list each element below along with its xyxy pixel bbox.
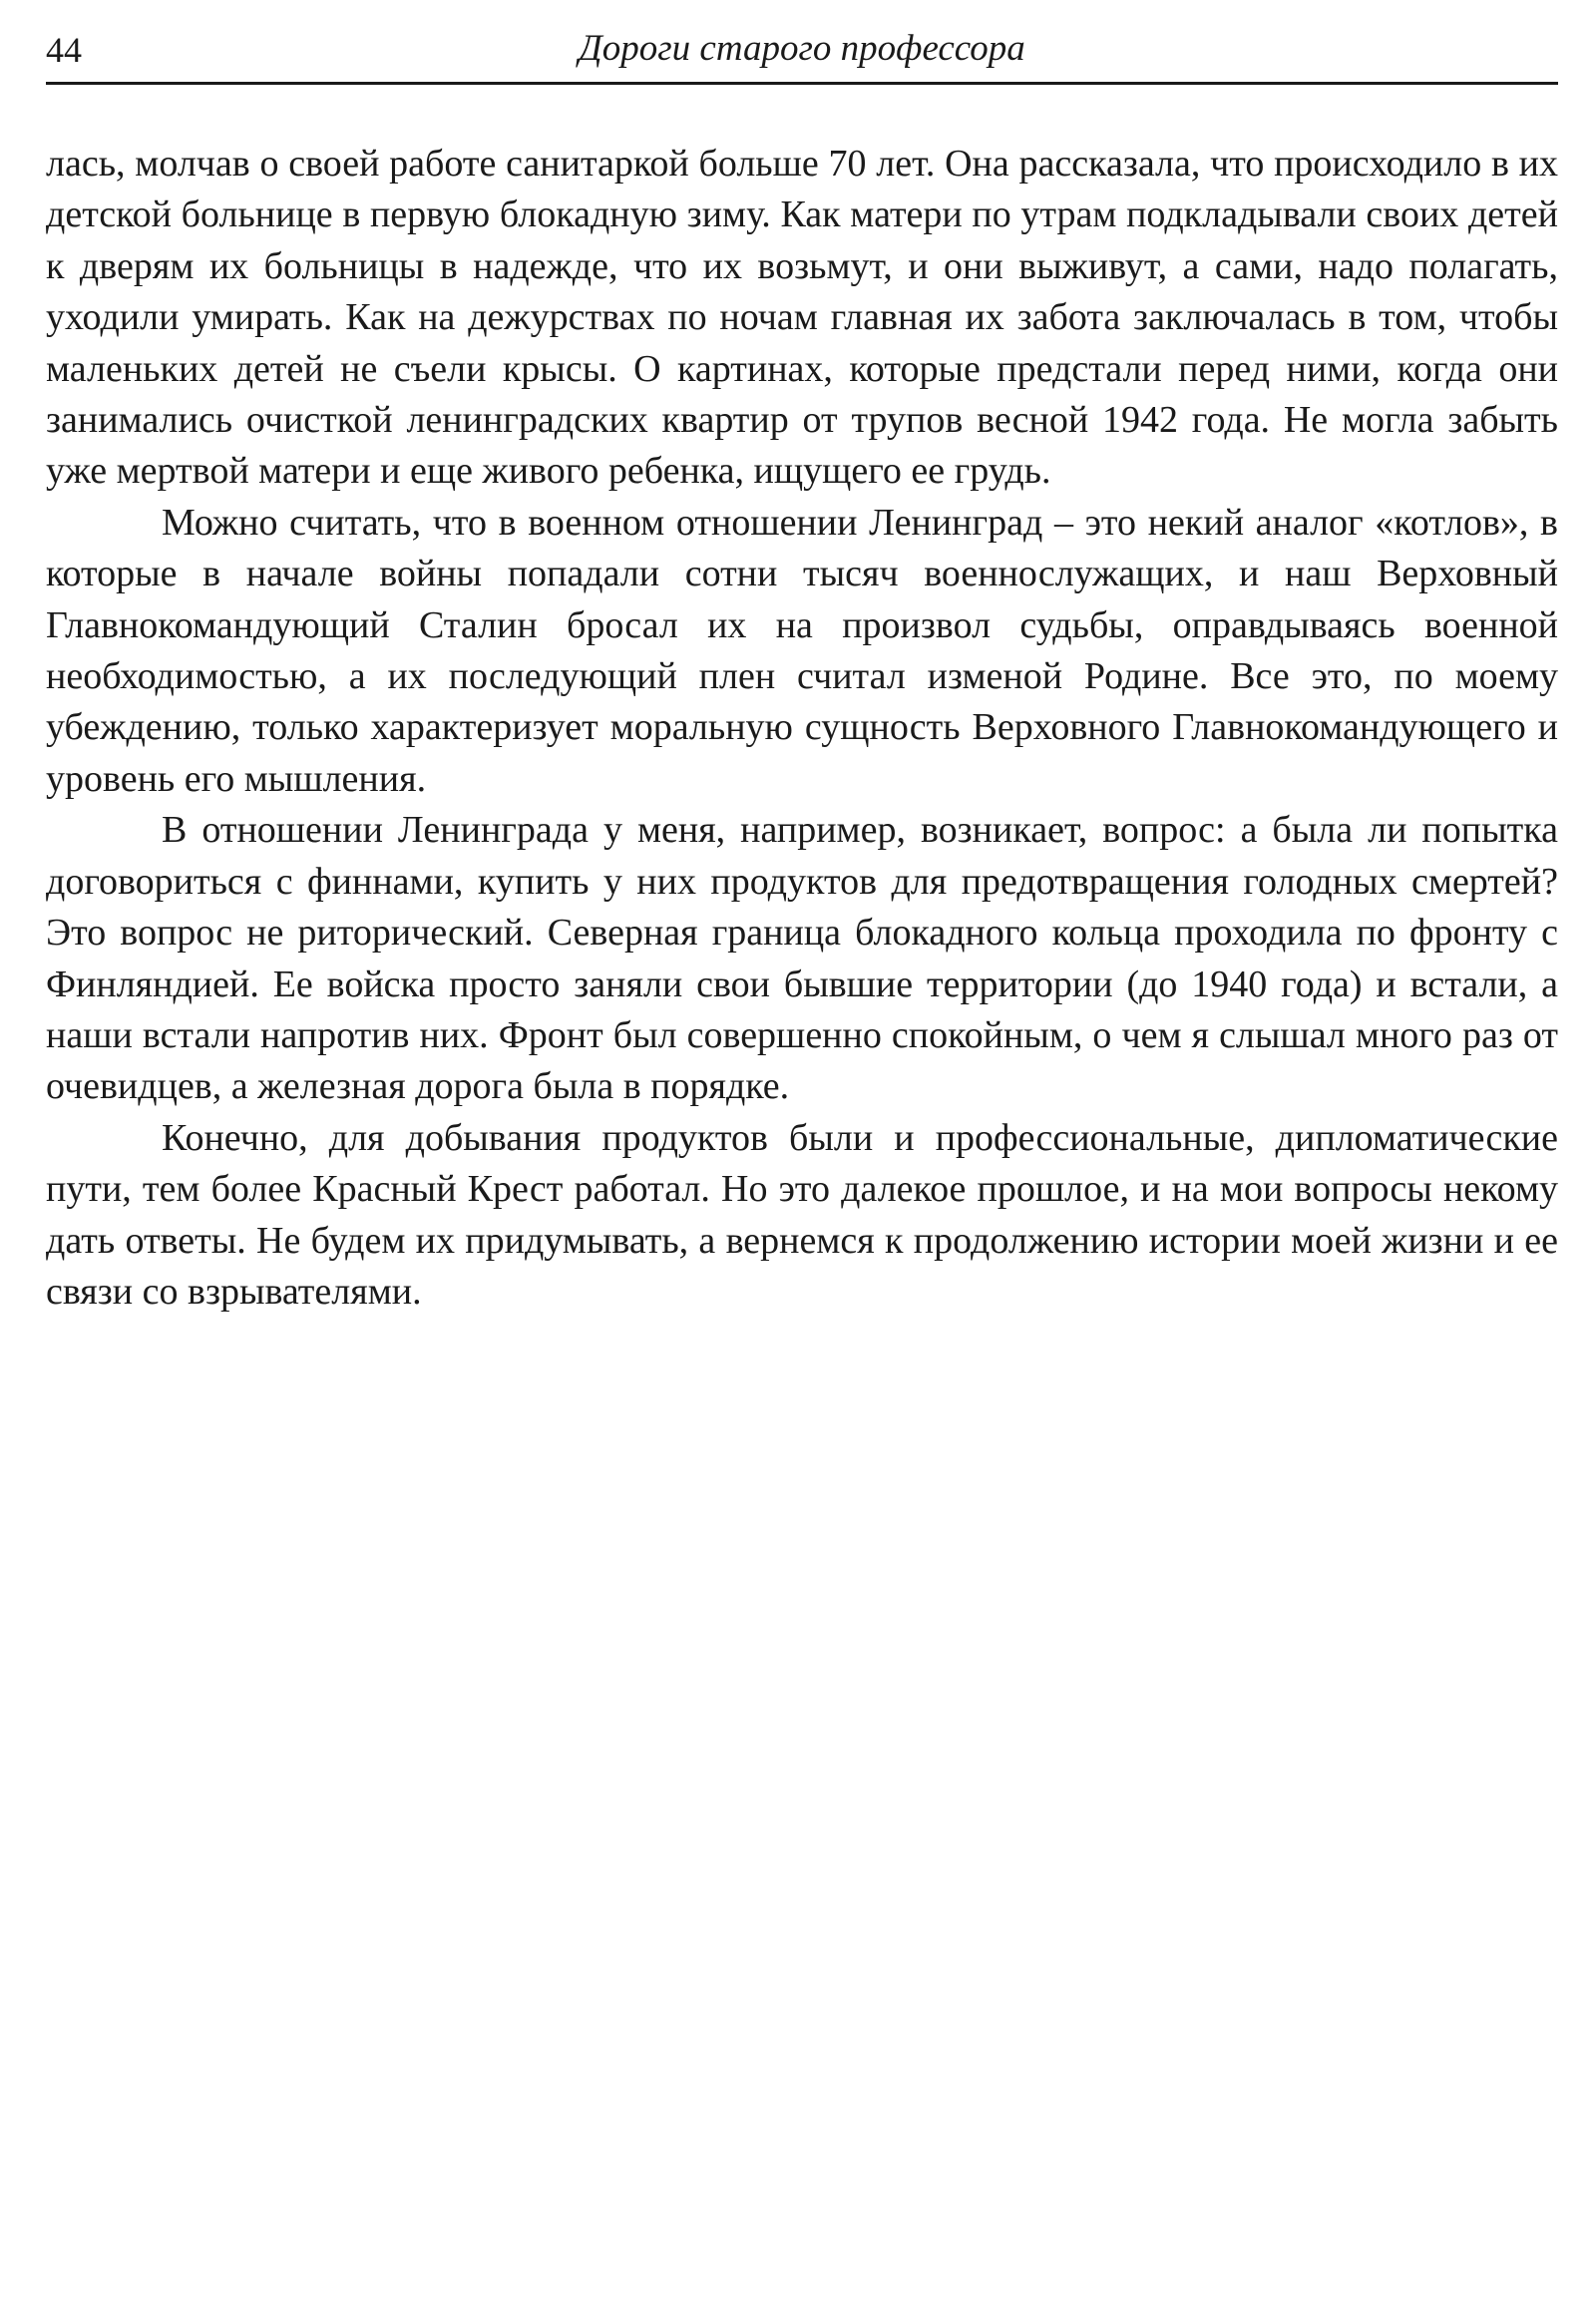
book-page <box>46 0 1558 1318</box>
paragraph-3: В отношении Ленинграда у меня, например, возникает, вопрос: а была ли попытка договориться с финнами, купить у них продуктов для предотвращения голодных смертей? Это вопрос не риторический. Северная граница блокадного кольца проходила по фронту с Финляндией. Ее войска просто заняли свои бывшие территории (до 1940 года) и встали, а наши встали напротив них. Фронт был совершенно спокойным, о чем я слышал много раз от очевидцев, а железная дорога была в порядке. <box>46 809 1558 1108</box>
running-header <box>46 0 1558 85</box>
paragraph-1: лась, молчав о своей работе санитаркой больше 70 лет. Она рассказала, что происходило в их детской больнице в первую блокадную зиму. Как матери по утрам подкладывали своих детей к дверям их больницы в надежде, что их возьмут, и они выживут, а сами, надо полагать, уходили умирать. Как на дежурствах по ночам главная их забота заключалась в том, чтобы маленьких детей не съели крысы. О картинах, которые предстали перед ними, когда они занимались очисткой ленинградских квартир от трупов весной 1942 года. Не могла забыть уже мертвой матери и еще живого ребенка, ищущего ее грудь. <box>46 143 1558 493</box>
running-title: Дороги старого профессора <box>579 28 1025 69</box>
body-text <box>46 85 1558 1318</box>
page-number: 44 <box>46 30 82 70</box>
paragraph-4: Конечно, для добывания продуктов были и профессиональные, дипломатические пути, тем более Красный Крест работал. Но это далекое прошлое, и на мои вопросы некому дать ответы. Не будем их придумывать, а вернемся к продолжению истории моей жизни и ее связи со взрывателями. <box>46 1116 1558 1313</box>
paragraph-2: Можно считать, что в военном отношении Ленинград – это некий аналог «котлов», в которые в начале войны попадали сотни тысяч военнослужащих, и наш Верховный Главнокомандующий Сталин бросал их на произвол судьбы, оправдываясь военной необходимостью, а их последующий плен считал изменой Родине. Все это, по моему убеждению, только характеризует моральную сущность Верховного Главнокомандующего и уровень его мышления. <box>46 501 1558 800</box>
